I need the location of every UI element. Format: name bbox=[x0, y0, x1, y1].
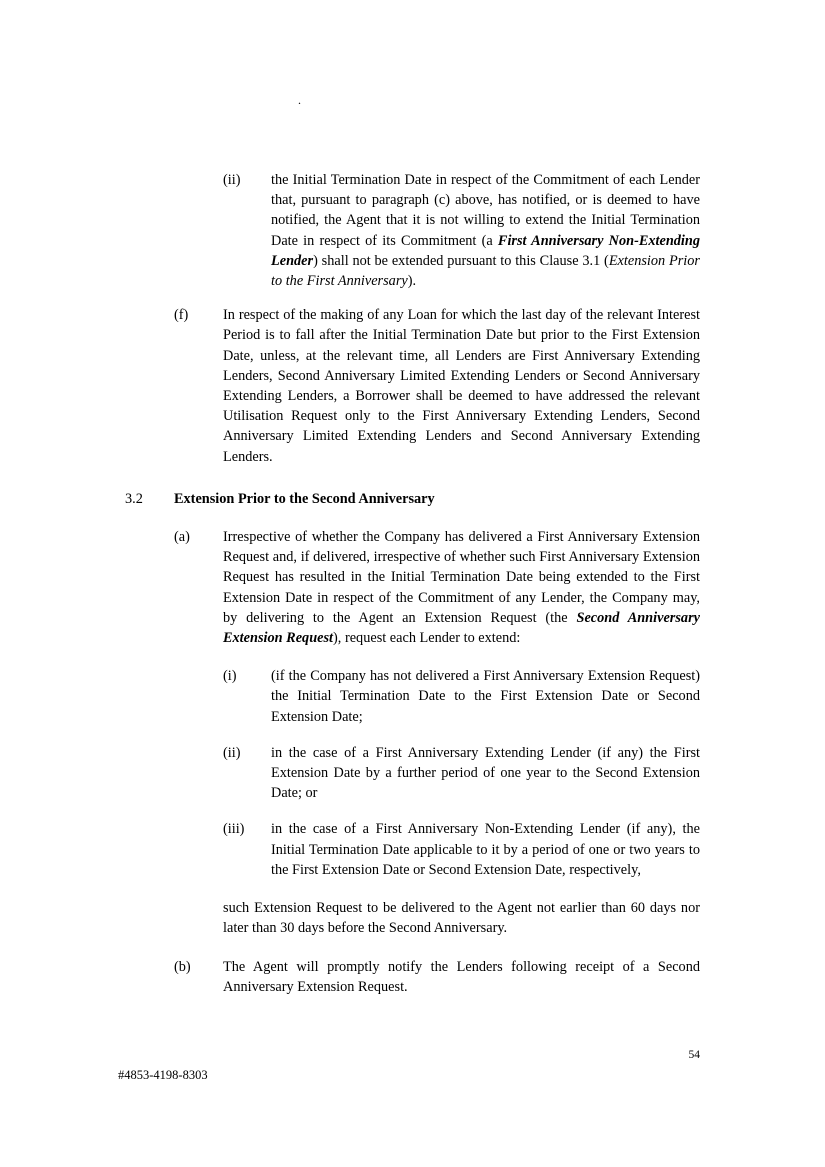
list-item-label: (i) bbox=[223, 668, 237, 685]
list-item-text: in the case of a First Anniversary Extending Lender (if any) the First Extension Date by a further period of one year to the Second Extension Date; or bbox=[271, 744, 700, 802]
list-item bbox=[174, 957, 825, 997]
clause-title: Extension Prior to the Second Anniversary bbox=[174, 490, 435, 507]
clause-number: 3.2 bbox=[125, 490, 143, 507]
defined-term: First Anniversary Non-Extending Lender bbox=[271, 232, 701, 269]
text-segment: ). bbox=[407, 273, 417, 290]
list-item bbox=[174, 305, 825, 467]
list-item bbox=[223, 170, 825, 291]
document-reference: #4853-4198-8303 bbox=[118, 1068, 208, 1082]
closing-paragraph: such Extension Request to be delivered to the Agent not earlier than 60 days nor later than 30 days before the Second Anniversary. bbox=[223, 900, 700, 937]
list-item bbox=[223, 666, 825, 727]
list-item-label: (a) bbox=[174, 529, 190, 546]
list-item bbox=[223, 743, 825, 804]
text-segment: Irrespective of whether the Company has delivered a First Anniversary Extension Request and, if delivered, irrespective of whether such First Anniversary Extension Request has resulted in the Initial Termination Date being extended to the First Extension Date in respect of the Commitment of any Lender, the Company may, by delivering to the Agent an Extension Request (the bbox=[223, 529, 700, 626]
clause-cross-reference: Extension Prior to the First Anniversary bbox=[271, 252, 700, 290]
list-item-label: (b) bbox=[174, 958, 191, 975]
stray-dot-mark: . bbox=[298, 93, 301, 107]
list-item-text: In respect of the making of any Loan for which the last day of the relevant Interest Period is to fall after the Initial Termination Date but prior to the First Extension Date, unless, at the relevant time, all Lenders are First Anniversary Extending Lenders, Second Anniversary Limited Extending Lenders or Second Anniversary Extending Lenders, a Borrower shall be deemed to have addressed the relevant Utilisation Request only to the First Anniversary Extending Lenders, Second Anniversary Limited Extending Lenders and Second Anniversary Extending Lenders. bbox=[223, 307, 700, 465]
clause-heading bbox=[125, 489, 825, 509]
list-item-text: (if the Company has not delivered a First Anniversary Extension Request) the Initial Termination Date to the First Extension Date or Second Extension Date; bbox=[271, 668, 700, 725]
list-item bbox=[223, 819, 825, 880]
list-item-label: (ii) bbox=[223, 744, 241, 761]
list-item-text: in the case of a First Anniversary Non-Extending Lender (if any), the Initial Termination Date applicable to it by a period of one or two years to the First Extension Date or Second Extension Date, respectively, bbox=[271, 821, 700, 878]
list-item-label: (f) bbox=[174, 307, 189, 324]
page-number: 54 bbox=[688, 1049, 700, 1061]
list-item-label: (iii) bbox=[223, 821, 245, 838]
list-item bbox=[174, 527, 825, 648]
list-item-text bbox=[223, 527, 700, 648]
defined-term: Second Anniversary Extension Request bbox=[223, 609, 700, 647]
list-item-text bbox=[271, 170, 700, 291]
list-item-text: The Agent will promptly notify the Lenders following receipt of a Second Anniversary Extension Request. bbox=[223, 958, 700, 995]
text-segment: ), request each Lender to extend: bbox=[333, 630, 521, 647]
list-item-label: (ii) bbox=[223, 172, 241, 188]
document-body bbox=[0, 170, 825, 1011]
text-segment: the Initial Termination Date in respect of the Commitment of each Lender that, pursuant to paragraph (c) above, has notified, or is deemed to have notified, the Agent that it is not willing to extend the Initial Termination Date in respect of its Commitment (a bbox=[271, 172, 700, 249]
text-segment: ) shall not be extended pursuant to this Clause 3.1 ( bbox=[313, 252, 609, 269]
